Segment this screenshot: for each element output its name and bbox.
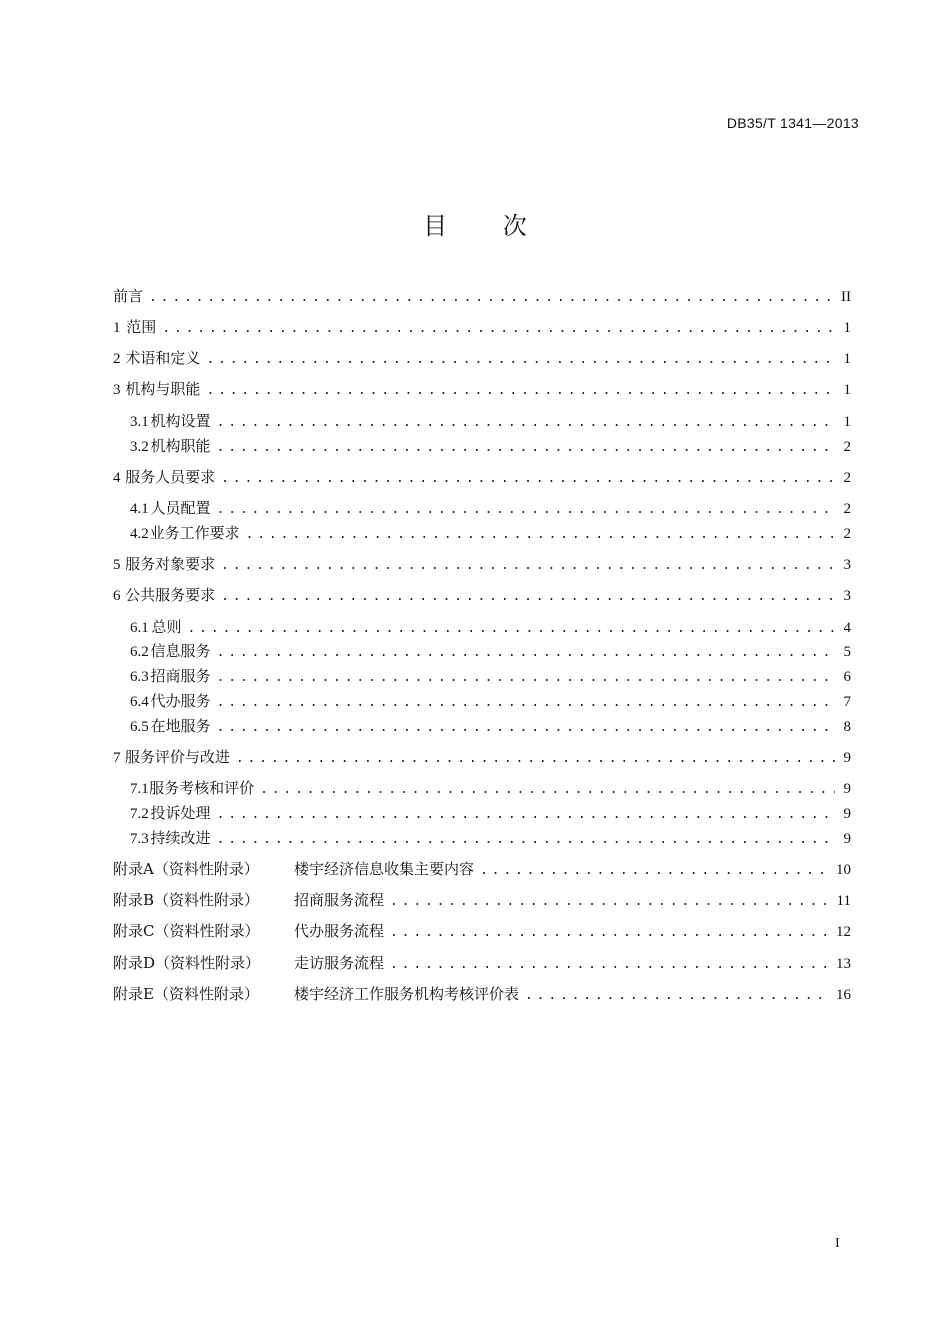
toc-subentry[interactable] xyxy=(130,690,851,712)
toc-entry-number: 6 xyxy=(113,588,121,604)
toc-entry-page: 9 xyxy=(843,831,851,847)
toc-entry-page: 9 xyxy=(843,806,851,822)
toc-entry-label: 范围 xyxy=(126,318,157,336)
toc-appendix-entry[interactable] xyxy=(113,983,851,1005)
toc-entry[interactable] xyxy=(113,553,851,575)
toc-entry-page: 1 xyxy=(843,351,851,367)
toc-entry-number: 1 xyxy=(113,320,121,336)
toc-entry-label: 持续改进 xyxy=(150,829,211,847)
dot-leader xyxy=(221,468,835,490)
toc-entry-page: 4 xyxy=(843,620,851,636)
toc-subentry[interactable] xyxy=(130,410,851,432)
dot-leader xyxy=(188,618,835,640)
dot-leader xyxy=(217,412,835,434)
dot-leader xyxy=(246,524,835,546)
dot-leader xyxy=(390,922,830,944)
dot-leader xyxy=(217,829,835,851)
toc-entry-page: 2 xyxy=(843,526,851,542)
toc-entry[interactable] xyxy=(113,584,851,606)
toc-entry-label: 招商服务 xyxy=(150,667,211,685)
toc-entry-page: 10 xyxy=(836,862,851,878)
toc-entry-page: 1 xyxy=(843,320,851,336)
toc-entry-number: 7.2 xyxy=(130,806,149,822)
toc-entry-label: 服务人员要求 xyxy=(125,468,216,486)
dot-leader xyxy=(390,891,831,913)
page-number: I xyxy=(835,1236,840,1251)
dot-leader xyxy=(221,555,835,577)
toc-entry-page: 3 xyxy=(843,557,851,573)
toc-entry-number: 3 xyxy=(113,382,121,398)
toc-appendix-entry[interactable] xyxy=(113,952,851,974)
toc-entry-label: 总则 xyxy=(151,618,182,636)
toc-entry-number: 3.1 xyxy=(130,414,149,430)
toc-entry-number: 3.2 xyxy=(130,439,149,455)
toc-entry-page: 1 xyxy=(843,414,851,430)
toc-entry-number: 6.5 xyxy=(130,719,149,735)
dot-leader xyxy=(236,748,835,770)
toc-entry-number: 6.2 xyxy=(130,644,149,660)
page-title: 目 次 xyxy=(423,212,551,240)
appendix-prefix: 附录A（资料性附录） xyxy=(113,860,259,878)
toc-entry-label: 机构设置 xyxy=(150,412,211,430)
toc-entry-label: 服务对象要求 xyxy=(125,555,216,573)
toc-entry-page: 2 xyxy=(843,501,851,517)
toc-entry-number: 6.3 xyxy=(130,669,149,685)
toc-entry-number: 4 xyxy=(113,470,121,486)
dot-leader xyxy=(206,380,835,402)
toc-entry-label: 信息服务 xyxy=(150,642,211,660)
toc-entry-page: 11 xyxy=(836,893,851,909)
toc-subentry[interactable] xyxy=(130,435,851,457)
toc-entry[interactable] xyxy=(113,378,851,400)
toc-entry-page: 12 xyxy=(836,924,851,940)
toc-subentry[interactable] xyxy=(130,616,851,638)
dot-leader xyxy=(260,779,835,801)
toc-entry-number: 6.1 xyxy=(130,620,149,636)
toc-subentry[interactable] xyxy=(130,802,851,824)
toc-entry-label: 人员配置 xyxy=(150,499,211,517)
toc-entry-page: 6 xyxy=(843,669,851,685)
toc-subentry[interactable] xyxy=(130,665,851,687)
dot-leader xyxy=(217,804,835,826)
toc-entry-page: 8 xyxy=(843,719,851,735)
dot-leader xyxy=(162,318,835,340)
toc-entry-label: 服务考核和评价 xyxy=(149,779,255,797)
toc-entry-label: 业务工作要求 xyxy=(149,524,240,542)
toc-entry-page: II xyxy=(841,289,851,305)
toc-entry-number: 6.4 xyxy=(130,694,149,710)
dot-leader xyxy=(390,954,830,976)
appendix-prefix: 附录C（资料性附录） xyxy=(113,922,260,940)
toc-entry-label: 前言 xyxy=(113,287,144,305)
toc-entry-label: 机构职能 xyxy=(150,437,211,455)
toc-entry-label: 服务评价与改进 xyxy=(124,748,230,766)
toc-subentry[interactable] xyxy=(130,497,851,519)
toc-entry-label: 在地服务 xyxy=(150,717,211,735)
toc-entry-label: 招商服务流程 xyxy=(294,891,385,909)
toc-entry-page: 2 xyxy=(843,470,851,486)
toc-entry-page: 3 xyxy=(843,588,851,604)
toc-entry[interactable] xyxy=(113,746,851,768)
toc-entry-page: 9 xyxy=(843,781,851,797)
toc-entry-label: 公共服务要求 xyxy=(125,586,216,604)
dot-leader xyxy=(206,349,835,371)
toc-appendix-entry[interactable] xyxy=(113,889,851,911)
toc-entry-label: 走访服务流程 xyxy=(294,954,385,972)
appendix-prefix: 附录D（资料性附录） xyxy=(113,954,261,972)
dot-leader xyxy=(221,586,835,608)
toc-entry[interactable] xyxy=(113,466,851,488)
toc-subentry[interactable] xyxy=(130,777,851,799)
toc-entry-number: 5 xyxy=(113,557,121,573)
dot-leader xyxy=(525,985,830,1007)
toc-entry-foreword[interactable] xyxy=(113,285,851,307)
dot-leader xyxy=(480,860,830,882)
toc-entry-number: 7.1 xyxy=(130,781,149,797)
dot-leader xyxy=(217,692,835,714)
toc-entry-page: 9 xyxy=(843,750,851,766)
appendix-prefix: 附录B（资料性附录） xyxy=(113,891,260,909)
toc-entry[interactable] xyxy=(113,347,851,369)
dot-leader xyxy=(217,499,835,521)
toc-appendix-entry[interactable] xyxy=(113,858,851,880)
toc-entry[interactable] xyxy=(113,316,851,338)
dot-leader xyxy=(149,287,835,309)
toc-entry-page: 16 xyxy=(836,987,851,1003)
dot-leader xyxy=(217,667,835,689)
toc-entry-page: 7 xyxy=(843,694,851,710)
toc-entry-number: 4.1 xyxy=(130,501,149,517)
toc-entry-label: 楼宇经济工作服务机构考核评价表 xyxy=(294,985,520,1003)
document-code: DB35/T 1341—2013 xyxy=(726,115,859,131)
toc-appendix-entry[interactable] xyxy=(113,920,851,942)
toc-subentry[interactable] xyxy=(130,827,851,849)
toc-entry-number: 7.3 xyxy=(130,831,149,847)
toc-entry-label: 投诉处理 xyxy=(150,804,211,822)
toc-entry-page: 13 xyxy=(836,956,851,972)
toc-entry-label: 楼宇经济信息收集主要内容 xyxy=(294,860,475,878)
toc-entry-number: 2 xyxy=(113,351,121,367)
toc-subentry[interactable] xyxy=(130,522,851,544)
toc-entry-number: 4.2 xyxy=(130,526,149,542)
toc-entry-label: 术语和定义 xyxy=(125,349,201,367)
toc-entry-label: 代办服务流程 xyxy=(294,922,385,940)
toc-entry-page: 1 xyxy=(843,382,851,398)
toc-subentry[interactable] xyxy=(130,715,851,737)
dot-leader xyxy=(217,717,835,739)
dot-leader xyxy=(217,437,835,459)
toc-entry-page: 2 xyxy=(843,439,851,455)
toc-subentry[interactable] xyxy=(130,640,851,662)
dot-leader xyxy=(217,642,835,664)
toc-entry-page: 5 xyxy=(843,644,851,660)
toc-entry-label: 机构与职能 xyxy=(125,380,201,398)
appendix-prefix: 附录E（资料性附录） xyxy=(113,985,259,1003)
toc-entry-number: 7 xyxy=(113,750,121,766)
toc-entry-label: 代办服务 xyxy=(150,692,211,710)
